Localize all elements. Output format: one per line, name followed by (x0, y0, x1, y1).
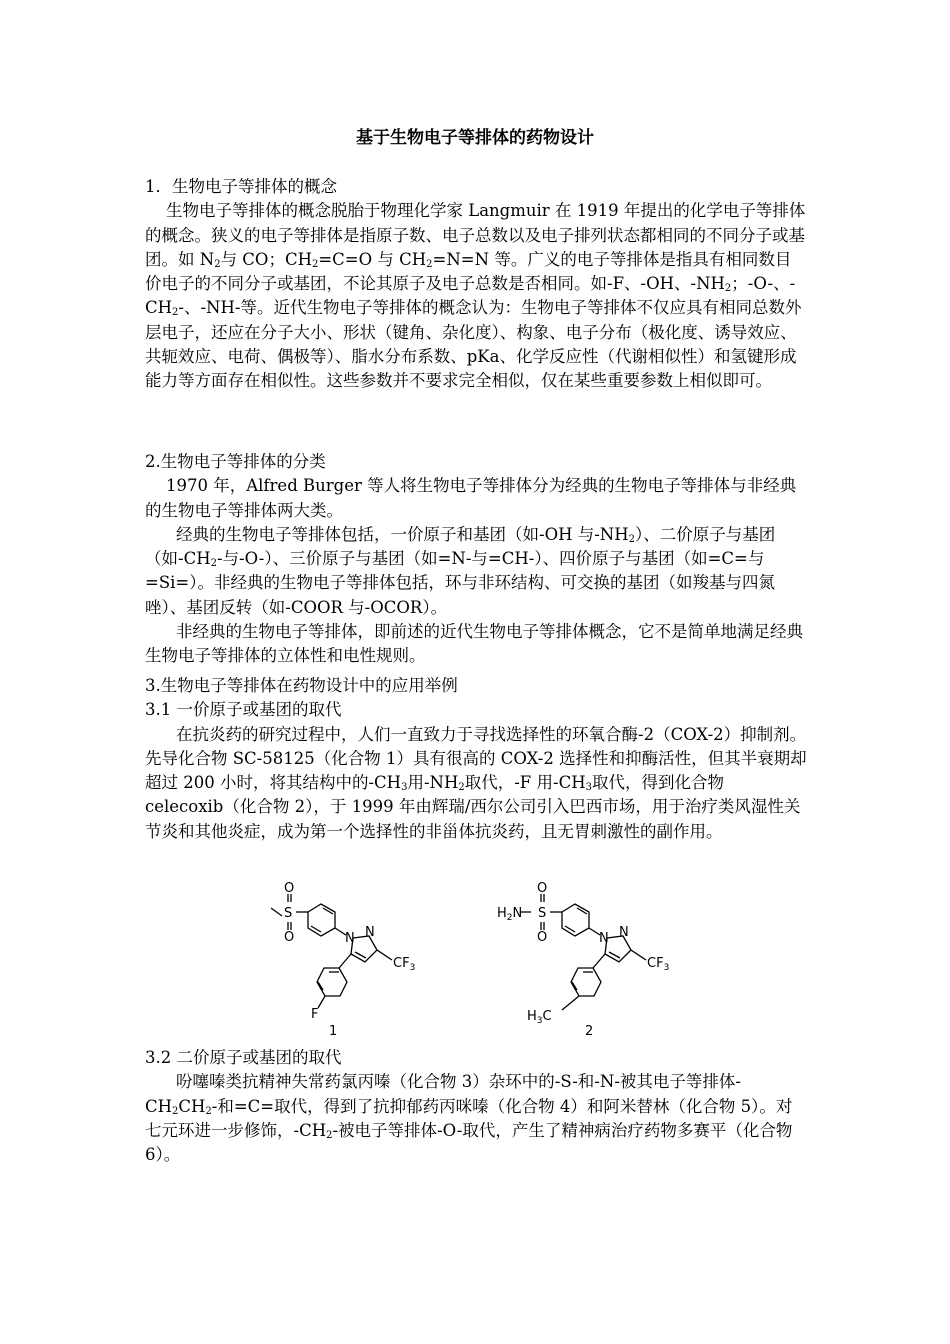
section-3-2-heading: 3.2 二价原子或基团的取代 (145, 1048, 342, 1067)
section-3-2 (145, 1046, 807, 1167)
sulfur-atom: S (284, 906, 293, 921)
compound-1-label: 1 (329, 1024, 338, 1038)
section-1-paragraph: 生物电子等排体的概念脱胎于物理化学家 Langmuir 在 1919 年提出的化学电子等排体的概念。狭义的电子等排体是指原子数、电子总数以及电子排列状态都相同的不同分子或基团。如 $N_2$与 CO；$CH_2=C=O$ 与 $CH_2=N=N$ 等。广义的电子等排体是指具有相同数目价电子的不同分子或基团，不论其原子及电子总数是否相同。如-F、-OH、$-NH_2$；-O-、$-CH_2-$、-NH-等。近代生物电子等排体的概念认为：生物电子等排体不仅应具有相同总数外层电子，还应在分子大小、形状（键角、杂化度）、构象、电子分布（极化度、诱导效应、共轭效应、电荷、偶极等）、脂水分布系数、pKa、化学反应性（代谢相似性）和氢键形成能力等方面存在相似性。这些参数并不要求完全相似，仅在某些重要参数上相似即可。 (145, 201, 806, 391)
section-3-1-heading: 3.1 一价原子或基团的取代 (145, 700, 342, 720)
fluorine-atom: F (311, 1007, 319, 1022)
section-1 (145, 175, 807, 394)
nitrogen-atom: N (345, 931, 355, 946)
document-title: 基于生物电子等排体的药物设计 (356, 128, 594, 148)
trifluoromethyl-group: $CF_3$ (393, 956, 416, 973)
nitrogen-atom: N (365, 925, 375, 940)
section-2 (145, 450, 807, 669)
oxygen-atom: O (284, 881, 295, 896)
oxygen-atom: O (537, 930, 548, 945)
nitrogen-atom: N (599, 931, 609, 946)
section-3-1-paragraph: 在抗炎药的研究过程中，人们一直致力于寻找选择性的环氧合酶-2（COX-2）抑制剂。先导化合物 SC-58125（化合物 1）具有很高的 COX-2 选择性和抑酶活性，但其半衰期却超过 200 小时，将其结构中的$-CH_3$用$-NH_2$取代，-F 用$-CH_3$取代，得到化合物 celecoxib（化合物 2），于 1999 年由辉瑞/西尔公司引入巴西市场，用于治疗类风湿性关节炎和其他炎症，成为第一个选择性的非甾体抗炎药，且无胃刺激性的副作用。 (145, 724, 807, 841)
sulfonamide-group: $H_2N$ (497, 906, 523, 923)
nitrogen-atom: N (619, 925, 629, 940)
section-2-heading: 2.生物电子等排体的分类 (145, 452, 326, 471)
sulfur-atom: S (538, 906, 547, 921)
section-3 (145, 674, 807, 844)
section-2-paragraph-3: 非经典的生物电子等排体，即前述的近代生物电子等排体概念，它不是简单地满足经典生物电子等排体的立体性和电性规则。 (145, 622, 803, 666)
oxygen-atom: O (537, 881, 548, 896)
chemical-structures-figure (265, 878, 705, 1038)
methyl-group: $H_3C$ (527, 1009, 552, 1026)
section-3-2-paragraph: 吩噻嗪类抗精神失常药氯丙嗪（化合物 3）杂环中的-S-和-N-被其电子等排体$-CH_2CH_2-$和=C=取代，得到了抗抑郁药丙咪嗪（化合物 4）和阿米替林（化合物 5）。对七元环进一步修饰，$-CH_2-$被电子等排体-O-取代，产生了精神病治疗药物多赛平（化合物 6）。 (145, 1072, 793, 1165)
section-2-paragraph-2: 经典的生物电子等排体包括，一价原子和基团（如-OH 与$-NH_2$）、二价原子与基团（如$-CH_2-$与-O-）、三价原子与基团（如=N-与=CH-）、四价原子与基团（如=C=与=Si=）。非经典的生物电子等排体包括，环与非环结构、可交换的基团（如羧基与四氮唑）、基团反转（如-COOR 与-OCOR）。 (145, 524, 776, 617)
section-2-paragraph-1: 1970 年，Alfred Burger 等人将生物电子等排体分为经典的生物电子等排体与非经典的生物电子等排体两大类。 (145, 476, 797, 520)
compound-2-label: 2 (585, 1024, 594, 1038)
section-3-heading: 3.生物电子等排体在药物设计中的应用举例 (145, 676, 458, 695)
section-1-heading: 1．生物电子等排体的概念 (145, 177, 337, 196)
trifluoromethyl-group: $CF_3$ (647, 956, 670, 973)
oxygen-atom: O (284, 930, 295, 945)
